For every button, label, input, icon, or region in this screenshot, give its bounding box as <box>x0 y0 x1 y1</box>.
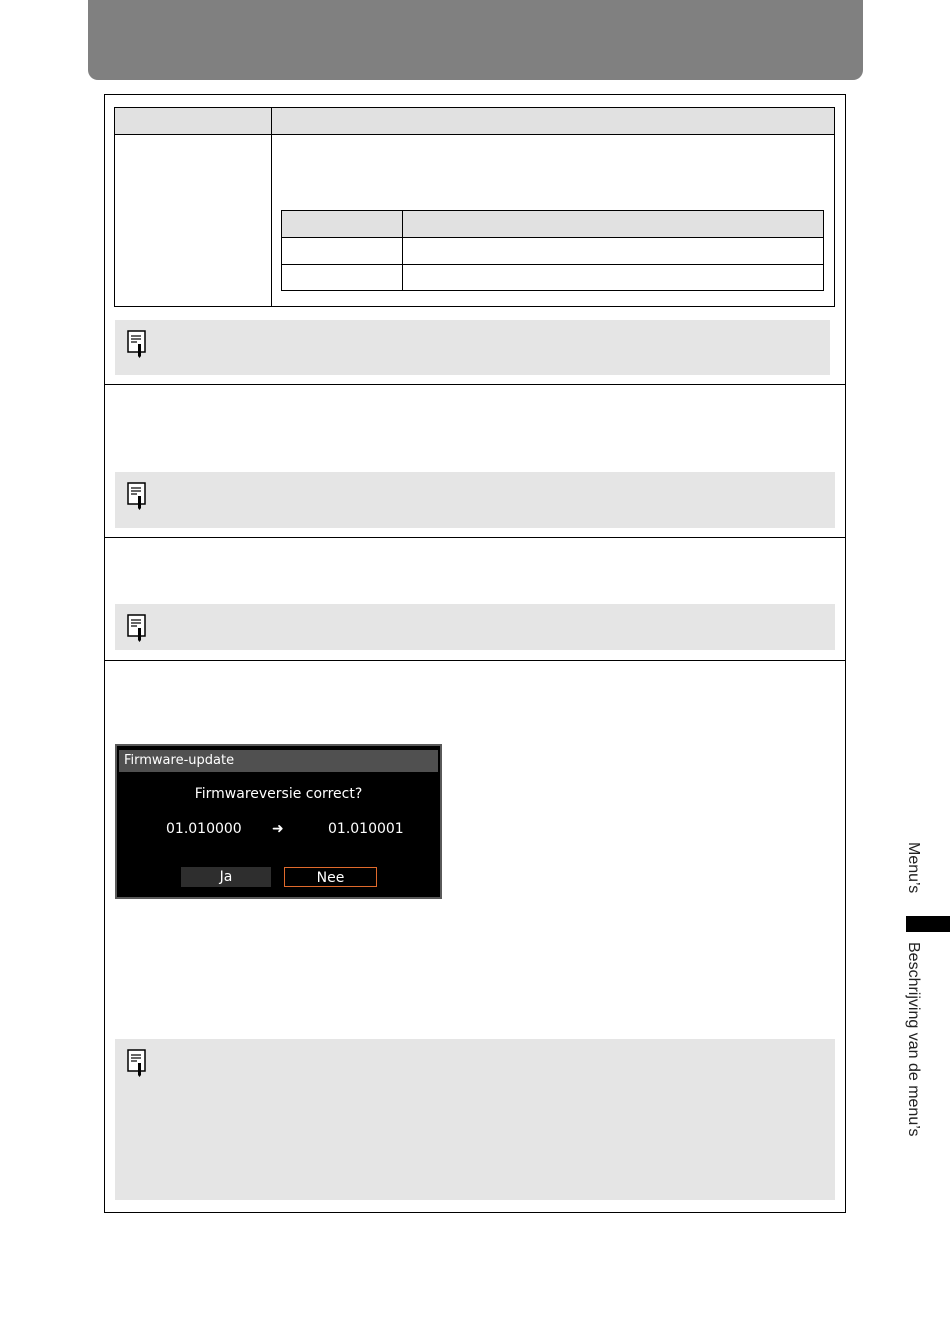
new-version: 01.010001 <box>328 821 404 837</box>
firmware-update-dialog <box>115 744 442 899</box>
table-cell <box>115 135 272 307</box>
memo-icon <box>127 482 149 510</box>
current-version: 01.010000 <box>166 821 242 837</box>
yes-button[interactable]: Ja <box>181 867 271 887</box>
memo-icon <box>127 614 149 642</box>
table-header-cell <box>115 108 272 135</box>
memo-icon <box>127 1049 149 1077</box>
note-box <box>115 604 835 650</box>
page-header-bar <box>88 0 863 80</box>
memo-icon <box>127 330 149 358</box>
table-cell <box>403 238 824 265</box>
table-header-cell <box>272 108 835 135</box>
side-tab-section: Menu’s <box>905 842 922 894</box>
note-box <box>115 472 835 528</box>
note-box <box>115 320 830 375</box>
table-cell <box>282 265 403 291</box>
nested-table <box>281 210 824 291</box>
section-divider <box>104 537 846 538</box>
table-header-cell <box>403 211 824 238</box>
section-divider <box>104 384 846 385</box>
no-button[interactable]: Nee <box>284 867 377 887</box>
dialog-title: Firmware-update <box>119 750 438 772</box>
side-tab-subsection: Beschrijving van de menu’s <box>905 942 922 1137</box>
side-tab-marker <box>906 916 950 932</box>
table-header-cell <box>282 211 403 238</box>
dialog-question: Firmwareversie correct? <box>194 786 363 802</box>
section-divider <box>104 660 846 661</box>
table-cell <box>282 238 403 265</box>
arrow-icon: ➜ <box>272 821 284 837</box>
table-cell <box>403 265 824 291</box>
note-box <box>115 1039 835 1200</box>
